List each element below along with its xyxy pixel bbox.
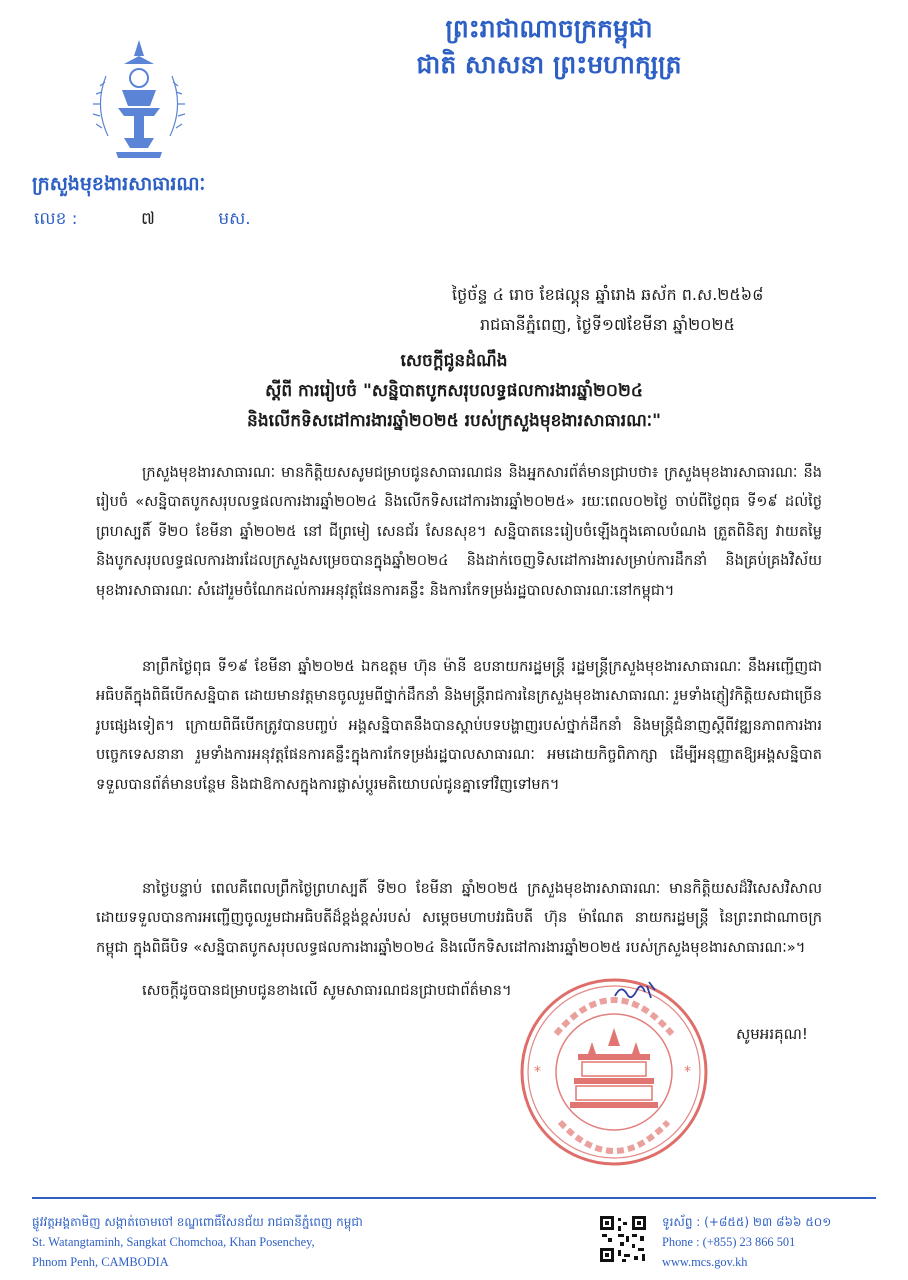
document-title: សេចក្តីជូនដំណឹង bbox=[400, 351, 508, 371]
closing-thanks: សូមអរគុណ! bbox=[736, 1025, 808, 1043]
svg-text:*: * bbox=[534, 1064, 541, 1080]
subject-line-1: ស្តីពី ការរៀបចំ "សន្និបាតបូកសរុបលទ្ធផលការងារឆ្នាំ២០២៤ bbox=[265, 381, 643, 401]
reference-number bbox=[34, 208, 251, 233]
address-english-line-2: Phnom Penh, CAMBODIA bbox=[32, 1255, 169, 1269]
subject-line-2: និងលើកទិសដៅការងារឆ្នាំ២០២៥ របស់ក្រសួងមុខងារសាធារណៈ" bbox=[247, 411, 661, 431]
phone-khmer: ទូរស័ព្ទ : (+៨៥៥) ២៣ ៨៦៦ ៥០១ bbox=[662, 1215, 832, 1229]
ref-label: លេខ : bbox=[34, 209, 78, 229]
qr-code-icon bbox=[598, 1214, 648, 1264]
footer-contact bbox=[662, 1212, 831, 1272]
handwritten-initials-signature bbox=[611, 976, 659, 1006]
body-paragraph-1: ក្រសួងមុខងារសាធារណៈ មានកិត្តិយសសូមជម្រាបជូនសាធារណជន និងអ្នកសារព័ត៌មានជ្រាបថា៖ ក្រសួងមុខងារសាធារណៈ នឹងរៀបចំ «សន្និបាតបូកសរុបលទ្ធផលការងារឆ្នាំ២០២៤ និងលើកទិសដៅការងារឆ្នាំ២០២៥» រយៈពេល០២ថ្ងៃ ចាប់ពីថ្ងៃពុធ ទី១៩ ដល់ថ្ងៃព្រហស្បតិ៍ ទី២០ ខែមីនា ឆ្នាំ២០២៥ នៅ ជីព្រមៀ សេនជ័រ សែនសុខ។ សន្និបាតនេះរៀបចំឡើងក្នុងគោលបំណង ត្រួតពិនិត្យ វាយតម្លៃ និងបូកសរុបលទ្ធផលការងារដែលក្រសួងសម្រេចបានក្នុងឆ្នាំ២០២៤ និងដាក់ចេញទិសដៅការងារសម្រាប់ការដឹកនាំ និងគ្រប់គ្រងវិស័យមុខងារសាធារណៈ សំដៅរួមចំណែកដល់ការអនុវត្តផែនការគន្លឹះ និងការកែទម្រង់រដ្ឋបាលសាធារណៈនៅកម្ពុជា។ bbox=[96, 464, 822, 599]
body-paragraph-3: នាថ្ងៃបន្ទាប់ ពេលគឺពេលព្រឹកថ្ងៃព្រហស្បតិ៍ ទី២០ ខែមីនា ឆ្នាំ២០២៥ ក្រសួងមុខងារសាធារណៈ មានកិត្តិយសដ៏វិសេសវិសាល ដោយទទួលបានការអញ្ជើញចូលរួមជាអធិបតីដ៏ខ្ពង់ខ្ពស់របស់ សម្តេចមហាបវរធិបតី ហ៊ុន ម៉ាណែត នាយករដ្ឋមន្ត្រី នៃព្រះរាជាណាចក្រកម្ពុជា ក្នុងពិធីបិទ «សន្និបាតបូកសរុបលទ្ធផលការងារឆ្នាំ២០២៤ និងលើកទិសដៅការងារឆ្នាំ២០២៥ របស់ក្រសួងមុខងារសាធារណៈ»។ bbox=[96, 880, 822, 956]
address-khmer: ផ្លូវវត្តអង្គតាមិញ សង្កាត់ចោមចៅ ខណ្ឌពោធិ៍សែនជ័យ រាជធានីភ្នំពេញ កម្ពុជា bbox=[32, 1215, 363, 1229]
kingdom-heading: ព្រះរាជាណាចក្រកម្ពុជា bbox=[445, 14, 653, 43]
svg-text:*: * bbox=[684, 1064, 691, 1080]
phone-english: Phone : (+855) 23 866 501 bbox=[662, 1235, 796, 1249]
lunar-date: ថ្ងៃច័ន្ទ ៤ រោច ខែផល្គុន ឆ្នាំរោង ឆស័ក ព.ស.២៥៦៨ bbox=[452, 285, 764, 304]
solar-date: រាជធានីភ្នំពេញ, ថ្ងៃទី១៧ខែមីនា ឆ្នាំ២០២៥ bbox=[480, 315, 735, 334]
address-english-line-1: St. Watangtaminh, Sangkat Chomchoa, Khan Posenchey, bbox=[32, 1235, 315, 1249]
ref-suffix: មស. bbox=[218, 209, 251, 229]
national-motto: ជាតិ សាសនា ព្រះមហាក្សត្រ bbox=[416, 50, 682, 79]
footer-address bbox=[32, 1212, 363, 1272]
website-link[interactable]: www.mcs.gov.kh bbox=[662, 1255, 748, 1269]
body-paragraph-2: នាព្រឹកថ្ងៃពុធ ទី១៩ ខែមីនា ឆ្នាំ២០២៥ ឯកឧត្តម ហ៊ុន ម៉ានី ឧបនាយករដ្ឋមន្ត្រី រដ្ឋមន្ត្រីក្រសួងមុខងារសាធារណៈ នឹងអញ្ជើញជាអធិបតីក្នុងពិធីបើកសន្និបាត ដោយមានវត្តមានចូលរួមពីថ្នាក់ដឹកនាំ និងមន្ត្រីរាជការនៃក្រសួងមុខងារសាធារណៈ រួមទាំងភ្ញៀវកិត្តិយសជាច្រើនរូបផ្សេងទៀត។ ក្រោយពិធីបើកត្រូវបានបញ្ចប់ អង្គសន្និបាតនឹងបានស្តាប់បទបង្ហាញរបស់ថ្នាក់ដឹកនាំ និងមន្ត្រីជំនាញស្តីពីវឌ្ឍនភាពការងារបច្ចេកទេសនានា រួមទាំងការអនុវត្តផែនការគន្លឹះក្នុងការកែទម្រង់រដ្ឋបាលសាធារណៈ អមដោយកិច្ចពិភាក្សា ដើម្បីអនុញ្ញាតឱ្យអង្គសន្និបាតទទួលបានព័ត៌មានបន្ថែម និងជាឱកាសក្នុងការផ្លាស់ប្តូរមតិយោបល់ជូនគ្នាទៅវិញទៅមក។ bbox=[96, 658, 822, 793]
body-paragraph-4: សេចក្តីដូចបានជម្រាបជូនខាងលើ សូមសាធារណជនជ្រាបជាព័ត៌មាន។ bbox=[142, 982, 512, 999]
ministry-name: ក្រសួងមុខងារសាធារណៈ bbox=[32, 173, 206, 195]
ref-number: ៧ bbox=[140, 209, 155, 229]
footer-divider bbox=[32, 1197, 876, 1199]
